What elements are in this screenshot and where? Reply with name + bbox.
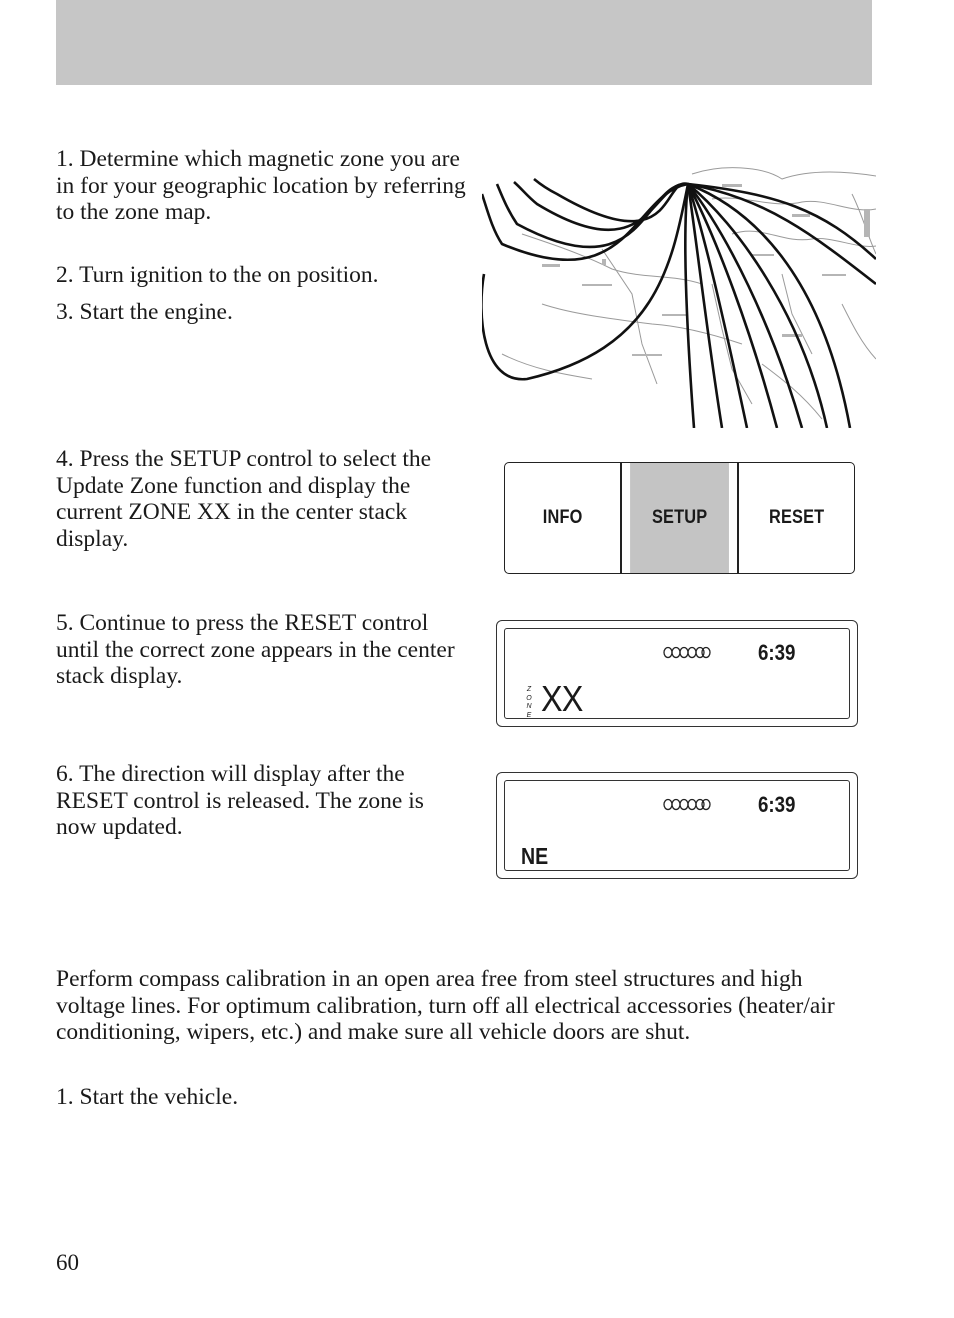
zone-label-letter: N [526, 703, 532, 710]
map-background [502, 168, 876, 419]
display-time: 6:39 [758, 640, 796, 665]
step-4-text: 4. Press the SETUP control to select the Update Zone function and display the current ZONE XX in the center stack display. [56, 446, 432, 552]
display-segments-icon [663, 646, 711, 659]
step-3-text: 3. Start the engine. [56, 299, 233, 325]
direction-value: NE [521, 843, 549, 869]
zone-value: XX [541, 678, 583, 719]
calibration-step-1: 1. Start the vehicle. [56, 1084, 239, 1110]
setup-button[interactable]: SETUP [630, 463, 729, 573]
header-bar [56, 0, 872, 85]
display-segments-icon [663, 798, 711, 811]
zone-lines [482, 179, 876, 428]
zone-label-letter: E [526, 711, 532, 719]
step-6-text: 6. The direction will display after the RESET control is released. The zone is now updated. [56, 761, 424, 840]
direction-display [496, 772, 858, 879]
panel-divider [737, 463, 739, 573]
zone-label-letter: O [526, 694, 532, 702]
step-2-text: 2. Turn ignition to the on position. [56, 262, 379, 288]
zone-display [496, 620, 858, 727]
magnetic-zone-map [482, 154, 876, 428]
panel-divider [620, 463, 622, 573]
info-button[interactable]: INFO [542, 507, 583, 528]
display-time: 6:39 [758, 792, 796, 817]
zone-label-letter: Z [526, 686, 532, 693]
step-5-text: 5. Continue to press the RESET control until the correct zone appears in the center stack display. [56, 610, 455, 689]
step-1-text: 1. Determine which magnetic zone you are in for your geographic location by referring to the zone map. [56, 146, 466, 225]
zone-label [525, 686, 533, 720]
calibration-intro: Perform compass calibration in an open area free from steel structures and high voltage lines. For optimum calibration, turn off all electrical accessories (heater/air conditioning, wipers, etc.) and make sure all vehicle doors are shut. [56, 966, 835, 1045]
control-panel [504, 462, 855, 574]
reset-button[interactable]: RESET [768, 507, 824, 528]
page-number: 60 [56, 1250, 79, 1275]
display-screen [504, 780, 850, 871]
display-screen [504, 628, 850, 719]
